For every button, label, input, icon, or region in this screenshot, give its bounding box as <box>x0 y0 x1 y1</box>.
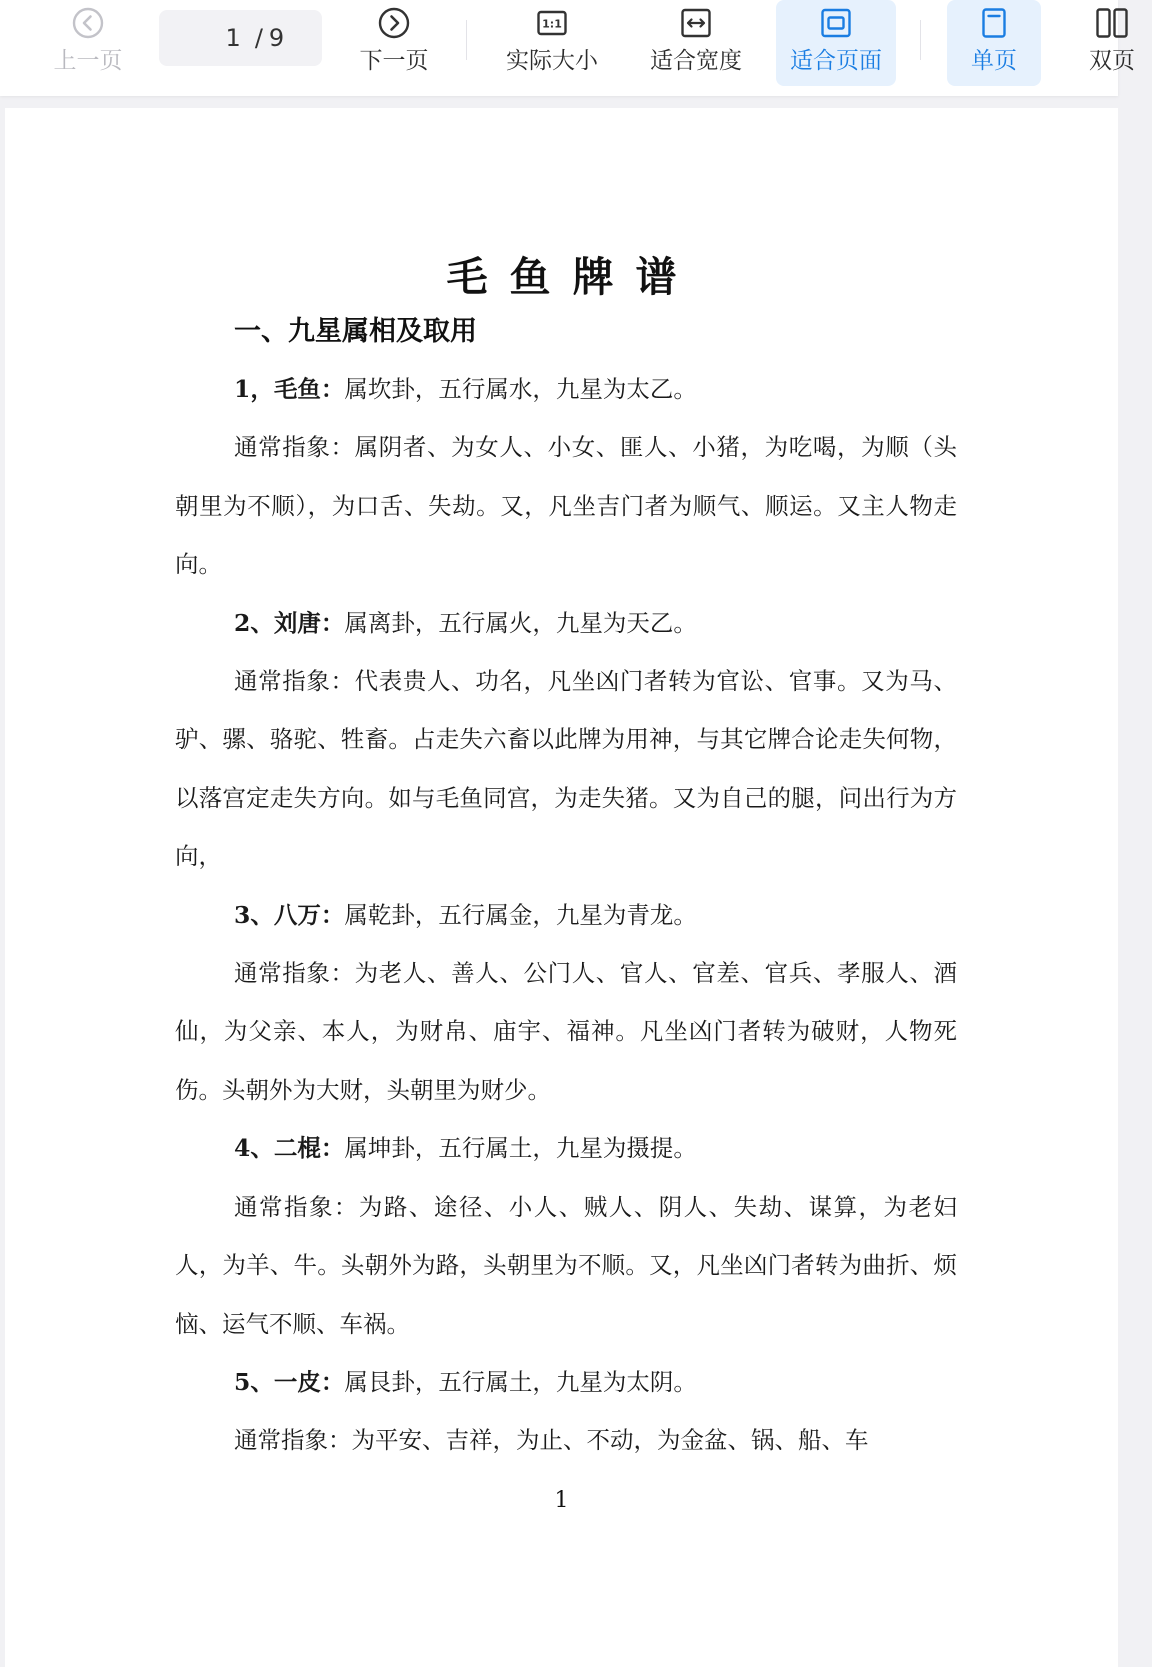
single-page-button[interactable] <box>947 0 1041 86</box>
actual-size-label: 实际大小 <box>506 48 598 74</box>
fit-width-button[interactable] <box>636 0 756 86</box>
double-page-button[interactable] <box>1072 0 1152 86</box>
item-3-description: 通常指象：为老人、善人、公门人、官人、官差、官兵、孝服人、酒仙，为父亲、本人，为财帛、庙宇、福神。凡坐凶门者转为破财，人物死伤。头朝外为大财，头朝里为财少。 <box>175 959 957 1104</box>
actual-size-button[interactable] <box>492 0 612 86</box>
fit-page-label: 适合页面 <box>790 48 882 74</box>
toolbar-divider <box>466 20 467 60</box>
item-4-description: 通常指象：为路、途径、小人、贼人、阴人、失劫、谋算，为老妇人，为羊、牛。头朝外为路，头朝里为不顺。又，凡坐凶门者转为曲折、烦恼、运气不顺、车祸。 <box>175 1192 957 1338</box>
toolbar <box>0 0 1135 96</box>
document-body <box>175 304 957 1470</box>
item-5-name: 5、一皮： <box>234 1367 345 1396</box>
page-indicator <box>159 10 322 66</box>
actual-size-icon <box>535 6 569 40</box>
single-page-label: 单页 <box>971 48 1017 74</box>
prev-page-button[interactable] <box>38 0 138 86</box>
item-5-attributes: 5、一皮：属艮卦，五行属土，九星为太阴。 <box>234 1367 697 1396</box>
item-4-name: 4、二棍： <box>234 1134 345 1163</box>
fit-width-label: 适合宽度 <box>650 48 742 74</box>
item-1-description: 通常指象：属阴者、为女人、小女、匪人、小猪，为吃喝，为顺（头朝里为不顺），为口舌、失劫。又，凡坐吉门者为顺气、顺运。又主人物走向。 <box>175 433 957 579</box>
item-1-name: 1，毛鱼： <box>234 375 345 403</box>
current-page-input[interactable] <box>197 24 241 52</box>
fit-width-icon <box>679 6 713 40</box>
item-3-attributes: 3、八万：属乾卦，五行属金，九星为青龙。 <box>234 900 697 929</box>
chevron-right-circle-icon <box>377 6 411 40</box>
page-number: 1 <box>554 1488 569 1513</box>
chevron-left-circle-icon <box>71 6 105 40</box>
next-page-button[interactable] <box>342 0 446 86</box>
actual-size-icon-text: 1:1 <box>542 17 562 31</box>
next-page-label: 下一页 <box>359 48 429 74</box>
item-1-attributes: 1，毛鱼：属坎卦，五行属水，九星为太乙。 <box>234 375 697 403</box>
fit-page-icon <box>819 6 853 40</box>
prev-page-label: 上一页 <box>53 48 123 74</box>
single-page-icon <box>977 6 1011 40</box>
document-page <box>5 108 1118 1667</box>
double-page-icon <box>1095 6 1129 40</box>
toolbar-divider <box>920 20 921 60</box>
item-2-description: 通常指象：代表贵人、功名，凡坐凶门者转为官讼、官事。又为马、驴、骡、骆驼、牲畜。占走失六畜以此牌为用神，与其它牌合论走失何物，以落宫定走失方向。如与毛鱼同宫，为走失猪。又为自己的腿，问出行为方向， <box>175 667 957 871</box>
item-2-attributes: 2、刘唐：属离卦，五行属火，九星为天乙。 <box>234 608 697 637</box>
document-title: 毛鱼牌谱 <box>446 253 699 301</box>
item-5-description: 通常指象：为平安、吉祥，为止、不动，为金盆、锅、船、车 <box>234 1426 869 1455</box>
total-pages: 9 <box>268 24 285 52</box>
item-4-attributes: 4、二棍：属坤卦，五行属土，九星为摄提。 <box>234 1134 697 1163</box>
section-heading: 一、九星属相及取用 <box>234 316 477 347</box>
item-2-name: 2、刘唐： <box>234 608 345 637</box>
double-page-label: 双页 <box>1089 48 1135 74</box>
page-separator: / <box>254 24 263 52</box>
item-3-name: 3、八万： <box>234 900 345 929</box>
fit-page-button[interactable] <box>776 0 896 86</box>
